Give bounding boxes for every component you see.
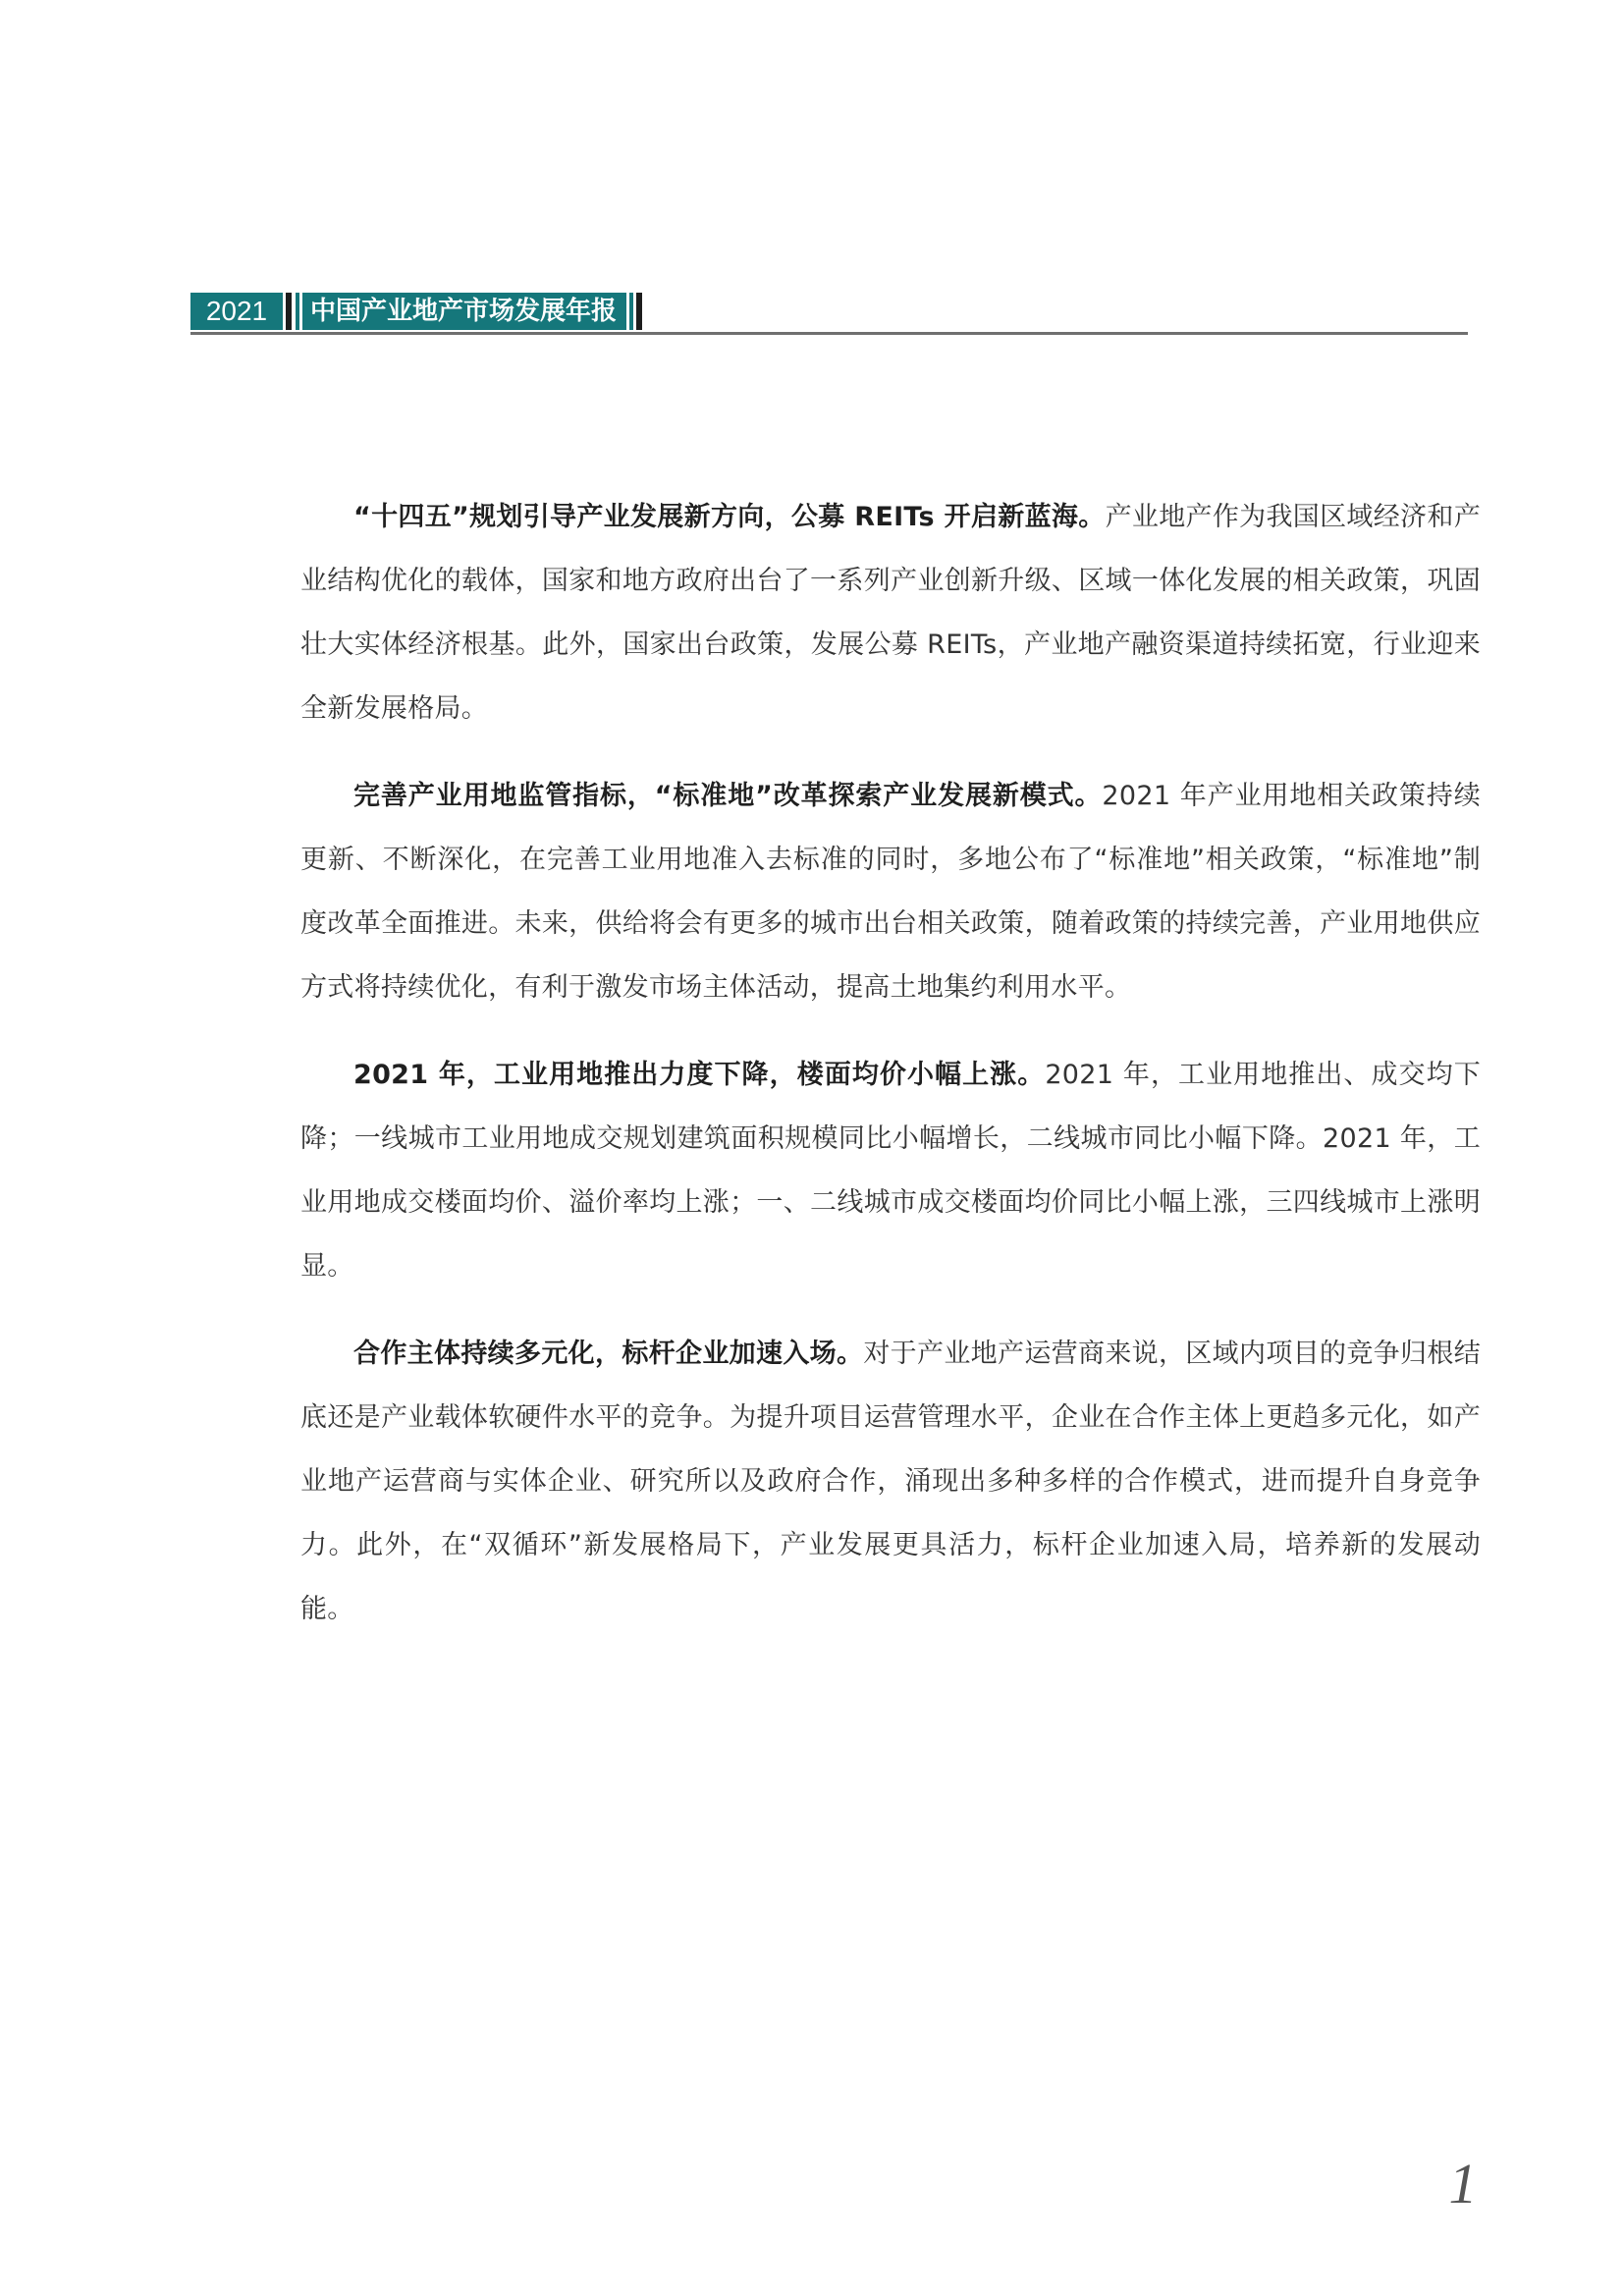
paragraph-body: 2021 年产业用地相关政策持续更新、不断深化，在完善工业用地准入去标准的同时，多地公布了“标准地”相关政策，“标准地”制度改革全面推进。未来，供给将会有更多的城市出台相关政策，随着政策的持续完善，产业用地供应方式将持续优化，有利于激发市场主体活动，提高土地集约利用水平。 bbox=[300, 781, 1481, 1003]
summary-paragraph-policy bbox=[300, 485, 1481, 740]
header-end-bar bbox=[636, 293, 642, 330]
paragraph-body: 产业地产作为我国区域经济和产业结构优化的载体，国家和地方政府出台了一系列产业创新升级、区域一体化发展的相关政策，巩固壮大实体经济根基。此外，国家出台政策，发展公募 REITs，产业地产融资渠道持续拓宽，行业迎来全新发展格局。 bbox=[300, 502, 1481, 724]
header-rule bbox=[190, 332, 1468, 335]
summary-paragraph-cooperation bbox=[300, 1322, 1481, 1641]
header-divider-bar bbox=[296, 293, 299, 330]
header-year: 2021 bbox=[190, 293, 283, 330]
summary-paragraph-land bbox=[300, 764, 1481, 1019]
header-end-bar bbox=[629, 293, 633, 330]
paragraph-body: 对于产业地产运营商来说，区域内项目的竞争归根结底还是产业载体软硬件水平的竞争。为提升项目运营管理水平，企业在合作主体上更趋多元化，如产业地产运营商与实体企业、研究所以及政府合作，涌现出多种多样的合作模式，进而提升自身竞争力。此外，在“双循环”新发展格局下，产业发展更具活力，标杆企业加速入局，培养新的发展动能。 bbox=[300, 1339, 1481, 1624]
report-header bbox=[190, 293, 642, 330]
paragraph-body: 2021 年，工业用地推出、成交均下降；一线城市工业用地成交规划建筑面积规模同比小幅增长，二线城市同比小幅下降。2021 年，工业用地成交楼面均价、溢价率均上涨；一、二线城市成交楼面均价同比小幅上涨，三四线城市上涨明显。 bbox=[300, 1060, 1481, 1282]
summary-paragraph-market bbox=[300, 1043, 1481, 1298]
paragraph-lead: 2021 年，工业用地推出力度下降，楼面均价小幅上涨。 bbox=[353, 1060, 1046, 1090]
paragraph-lead: 完善产业用地监管指标，“标准地”改革探索产业发展新模式。 bbox=[353, 781, 1103, 811]
header-divider-bar bbox=[286, 293, 292, 330]
header-title: 中国产业地产市场发展年报 bbox=[302, 293, 626, 330]
summary-content bbox=[300, 485, 1481, 1665]
page-number: 1 bbox=[1448, 2152, 1478, 2215]
paragraph-lead: “十四五”规划引导产业发展新方向，公募 REITs 开启新蓝海。 bbox=[353, 502, 1106, 532]
paragraph-lead: 合作主体持续多元化，标杆企业加速入场。 bbox=[353, 1339, 864, 1369]
